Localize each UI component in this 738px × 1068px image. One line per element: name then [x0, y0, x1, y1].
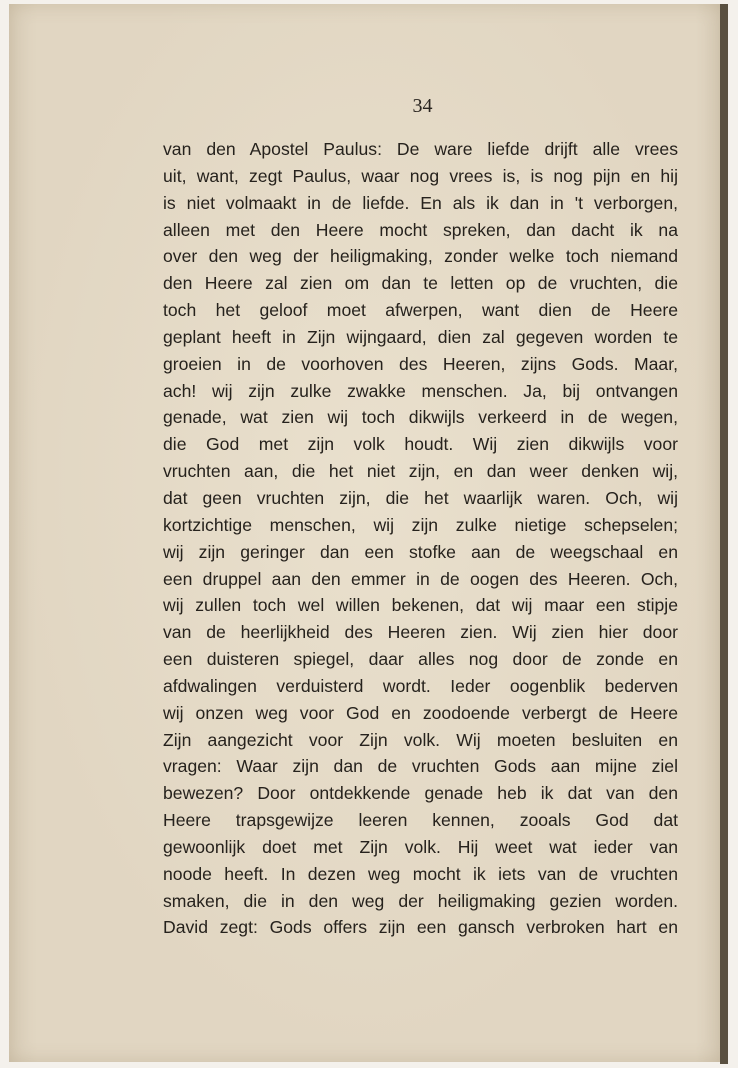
text-line: alleen met den Heere mocht spreken, dan dacht ik na: [163, 219, 678, 240]
text-line: ach! wij zijn zulke zwakke menschen. Ja, bij ontvangen: [163, 380, 678, 401]
text-line: is niet volmaakt in de liefde. En als ik dan in 't verborgen,: [163, 192, 678, 213]
text-line: den Heere zal zien om dan te letten op de vruchten, die: [163, 273, 678, 294]
text-line: een duisteren spiegel, daar alles nog door de zonde en: [163, 649, 678, 670]
text-line: van den Apostel Paulus: De ware liefde drijft alle vrees: [163, 139, 678, 159]
text-line: uit, want, zegt Paulus, waar nog vrees is, is nog pijn en hij: [163, 165, 678, 186]
text-line: smaken, die in den weg der heiligmaking gezien worden.: [163, 890, 678, 911]
text-line: vragen: Waar zijn dan de vruchten Gods aan mijne ziel: [163, 756, 678, 777]
text-line: een druppel aan den emmer in de oogen des Heeren. Och,: [163, 568, 678, 589]
text-line: van de heerlijkheid des Heeren zien. Wij zien hier door: [163, 622, 678, 643]
page-edge-shadow: [720, 4, 728, 1064]
text-line: Heere trapsgewijze leeren kennen, zooals God dat: [163, 810, 678, 831]
text-line: gewoonlijk doet met Zijn volk. Hij weet wat ieder van: [163, 836, 678, 857]
text-line: vruchten aan, die het niet zijn, en dan weer denken wij,: [163, 461, 678, 482]
text-line: over den weg der heiligmaking, zonder welke toch niemand: [163, 246, 678, 267]
text-line: wij onzen weg voor God en zoodoende verbergt de Heere: [163, 702, 678, 723]
text-line: dat geen vruchten zijn, die het waarlijk waren. Och, wij: [163, 487, 678, 508]
text-line: David zegt: Gods offers zijn een gansch verbroken hart en: [163, 917, 678, 938]
text-line: wij zijn geringer dan een stofke aan de weegschaal en: [163, 541, 678, 562]
text-line: kortzichtige menschen, wij zijn zulke nietige schepselen;: [163, 514, 678, 535]
text-line: groeien in de voorhoven des Heeren, zijns Gods. Maar,: [163, 353, 678, 374]
text-line: toch het geloof moet afwerpen, want dien de Heere: [163, 300, 678, 321]
text-line: bewezen? Door ontdekkende genade heb ik dat van den: [163, 783, 678, 804]
text-line: afdwalingen verduisterd wordt. Ieder oogenblik bederven: [163, 675, 678, 696]
page-number: 34: [412, 95, 433, 117]
body-text: [163, 136, 678, 941]
text-line: Zijn aangezicht voor Zijn volk. Wij moeten besluiten en: [163, 729, 678, 750]
text-line: noode heeft. In dezen weg mocht ik iets van de vruchten: [163, 863, 678, 884]
text-line: wij zullen toch wel willen bekenen, dat wij maar een stipje: [163, 595, 678, 616]
text-line: die God met zijn volk houdt. Wij zien dikwijls voor: [163, 434, 678, 455]
text-line: geplant heeft in Zijn wijngaard, dien zal gegeven worden te: [163, 326, 678, 347]
text-line: genade, wat zien wij toch dikwijls verkeerd in de wegen,: [163, 407, 678, 428]
